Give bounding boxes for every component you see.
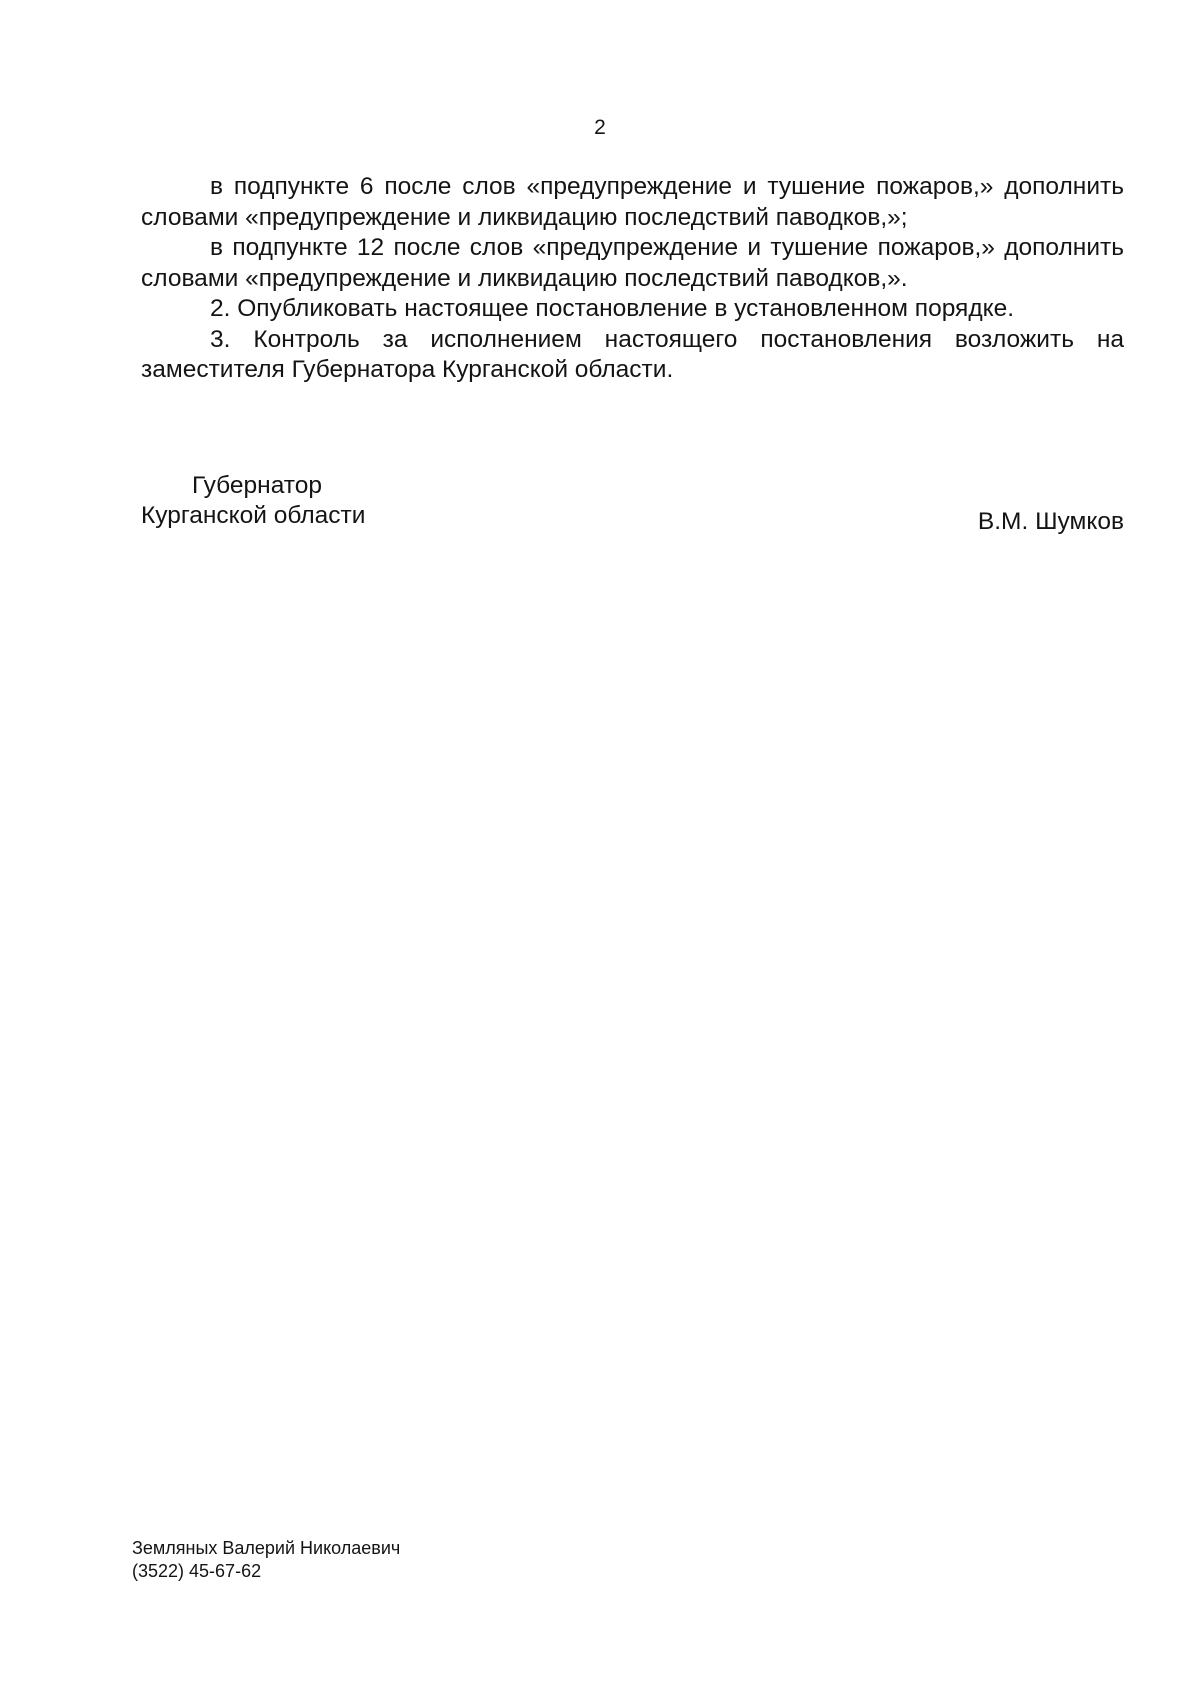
paragraph-control: 3. Контроль за исполнением настоящего постановления возложить на заместителя Губернатора Курганской области. bbox=[141, 325, 1124, 383]
signatory-title bbox=[141, 471, 365, 531]
paragraph-subitem-6: в подпункте 6 после слов «предупреждение и тушение пожаров,» дополнить словами «предупреждение и ликвидацию последствий паводков,»; bbox=[141, 173, 1124, 231]
signatory-name: В.М. Шумков bbox=[977, 508, 1124, 535]
page-number: 2 bbox=[594, 116, 606, 139]
signatory-title-line2: Курганской области bbox=[141, 502, 366, 529]
signatory-title-line1: Губернатор bbox=[192, 472, 322, 499]
paragraph-publish: 2. Опубликовать настоящее постановление в установленном порядке. bbox=[210, 295, 1015, 322]
executor-phone: (3522) 45-67-62 bbox=[132, 1561, 262, 1581]
executor-name: Земляных Валерий Николаевич bbox=[132, 1538, 401, 1558]
paragraph-subitem-12: в подпункте 12 после слов «предупреждение и тушение пожаров,» дополнить словами «предупреждение и ликвидацию последствий паводков,». bbox=[141, 234, 1124, 292]
executor-block bbox=[132, 1537, 400, 1583]
document-body bbox=[141, 172, 1124, 386]
